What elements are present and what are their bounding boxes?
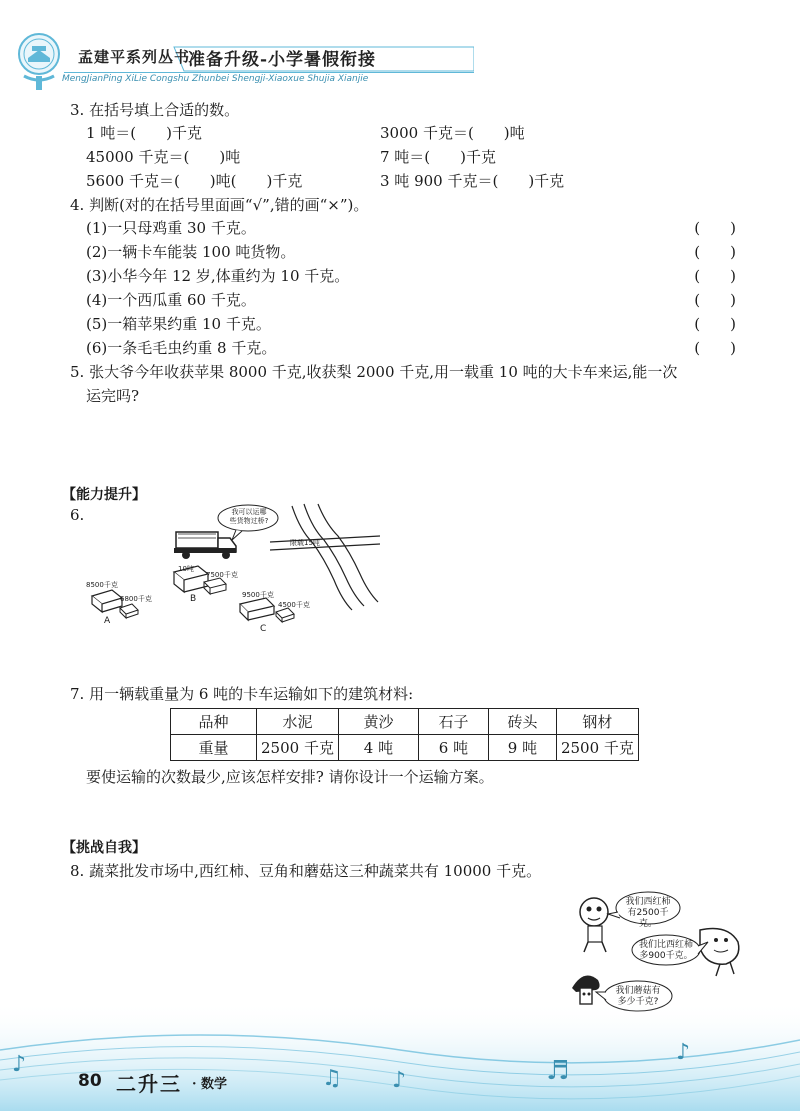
table-header-cell: 砖头	[488, 709, 556, 735]
q6-illustration	[80, 500, 380, 640]
bean-character-icon	[700, 929, 739, 977]
question-5-line2: 运完吗?	[86, 387, 140, 405]
q4-item: (1)一只母鸡重 30 千克。	[86, 219, 256, 237]
box-c-weight-1: 9500千克	[242, 591, 274, 599]
materials-table	[170, 708, 639, 761]
answer-paren: ( )	[694, 291, 736, 309]
question-8-title: 8. 蔬菜批发市场中,西红柿、豆角和蘑菇这三种蔬菜共有 10000 千克。	[70, 862, 542, 880]
table-header-cell: 钢材	[556, 709, 638, 735]
page-header	[0, 0, 800, 100]
footer-grade-title: 二升三	[116, 1072, 182, 1096]
q4-item: (5)一箱苹果约重 10 千克。	[86, 315, 271, 333]
answer-paren: ( )	[694, 267, 736, 285]
q4-item: (3)小华今年 12 岁,体重约为 10 千克。	[86, 267, 350, 285]
q4-item: (4)一个西瓜重 60 千克。	[86, 291, 256, 309]
section-challenge: 【挑战自我】	[62, 840, 146, 856]
music-note-icon: ♪	[12, 1052, 27, 1077]
table-cell: 2500 千克	[556, 735, 638, 761]
q3-item: 3000 千克＝( )吨	[380, 124, 525, 142]
box-b-weight-1: 10吨	[178, 565, 194, 573]
q3-item: 45000 千克＝( )吨	[86, 148, 241, 166]
table-cell: 4 吨	[338, 735, 418, 761]
table-cell: 6 吨	[418, 735, 488, 761]
q3-item: 7 吨＝( )千克	[380, 148, 497, 166]
box-a-weight-1: 8500千克	[86, 581, 118, 589]
box-b-weight-2: 7500千克	[206, 571, 238, 579]
table-header-cell: 水泥	[257, 709, 339, 735]
answer-paren: ( )	[694, 243, 736, 261]
tomato-character-icon	[580, 898, 608, 952]
book-logo-icon	[14, 32, 64, 92]
answer-paren: ( )	[694, 315, 736, 333]
answer-paren: ( )	[694, 219, 736, 237]
q4-item: (6)一条毛毛虫约重 8 千克。	[86, 339, 277, 357]
header-pinyin: MengJianPing XiLie Congshu Zhunbei Shengji-Xiaoxue Shujia Xianjie	[62, 74, 369, 84]
question-3-title: 3. 在括号填上合适的数。	[70, 101, 240, 119]
box-c-weight-2: 4500千克	[278, 601, 310, 609]
tomato-bubble-line2: 有2500千克。	[627, 908, 669, 929]
box-a-label: A	[104, 616, 111, 626]
section-ability: 【能力提升】	[62, 487, 146, 503]
tomato-bubble-line1: 我们西红柿	[625, 897, 671, 907]
bean-bubble-line1: 我们比西红柿	[638, 940, 693, 950]
truck-icon	[174, 532, 236, 559]
question-5-line1: 5. 张大爷今年收获苹果 8000 千克,收获梨 2000 千克,用一载重 10 吨的大卡车来运,能一次	[70, 363, 678, 381]
music-note-icon: ♫	[322, 1066, 342, 1091]
question-7-title: 7. 用一辆载重量为 6 吨的卡车运输如下的建筑材料:	[70, 685, 414, 703]
q3-item: 3 吨 900 千克＝( )千克	[380, 172, 565, 190]
truck-bubble-line1: 我可以运哪	[231, 508, 267, 516]
question-6-number: 6.	[70, 506, 85, 524]
mushroom-bubble-line1: 我们蘑菇有	[615, 986, 661, 996]
answer-paren: ( )	[694, 339, 736, 357]
table-cell: 重量	[171, 735, 257, 761]
table-row	[171, 735, 639, 761]
q3-item: 5600 千克＝( )吨( )千克	[86, 172, 303, 190]
series-name: 孟建平系列丛书	[78, 48, 191, 66]
bridge-limit-label: 限载15吨	[290, 539, 320, 547]
q4-item: (2)一辆卡车能装 100 吨货物。	[86, 243, 296, 261]
table-header-cell: 品种	[171, 709, 257, 735]
table-cell: 9 吨	[488, 735, 556, 761]
bean-bubble-line2: 多900千克。	[639, 951, 693, 961]
table-header-cell: 黄沙	[338, 709, 418, 735]
q3-item: 1 吨＝( )千克	[86, 124, 203, 142]
box-b-label: B	[190, 594, 197, 604]
page-number: 80	[78, 1071, 102, 1091]
table-header-cell: 石子	[418, 709, 488, 735]
river-bridge-icon	[270, 504, 380, 610]
box-c-label: C	[260, 624, 267, 634]
footer-subject: · 数学	[192, 1077, 228, 1092]
question-7-prompt: 要使运输的次数最少,应该怎样安排? 请你设计一个运输方案。	[86, 768, 494, 786]
truck-bubble-line2: 些货物过桥?	[229, 517, 269, 525]
music-note-icon: ♬	[546, 1056, 570, 1086]
question-4-title: 4. 判断(对的在括号里面画“√”,错的画“×”)。	[70, 196, 369, 214]
music-note-icon: ♪	[676, 1040, 691, 1065]
table-row	[171, 709, 639, 735]
box-a-weight-2: 6800千克	[120, 595, 152, 603]
table-cell: 2500 千克	[257, 735, 339, 761]
book-title: 准备升级-小学暑假衔接	[188, 50, 377, 70]
music-note-icon: ♪	[392, 1068, 407, 1093]
